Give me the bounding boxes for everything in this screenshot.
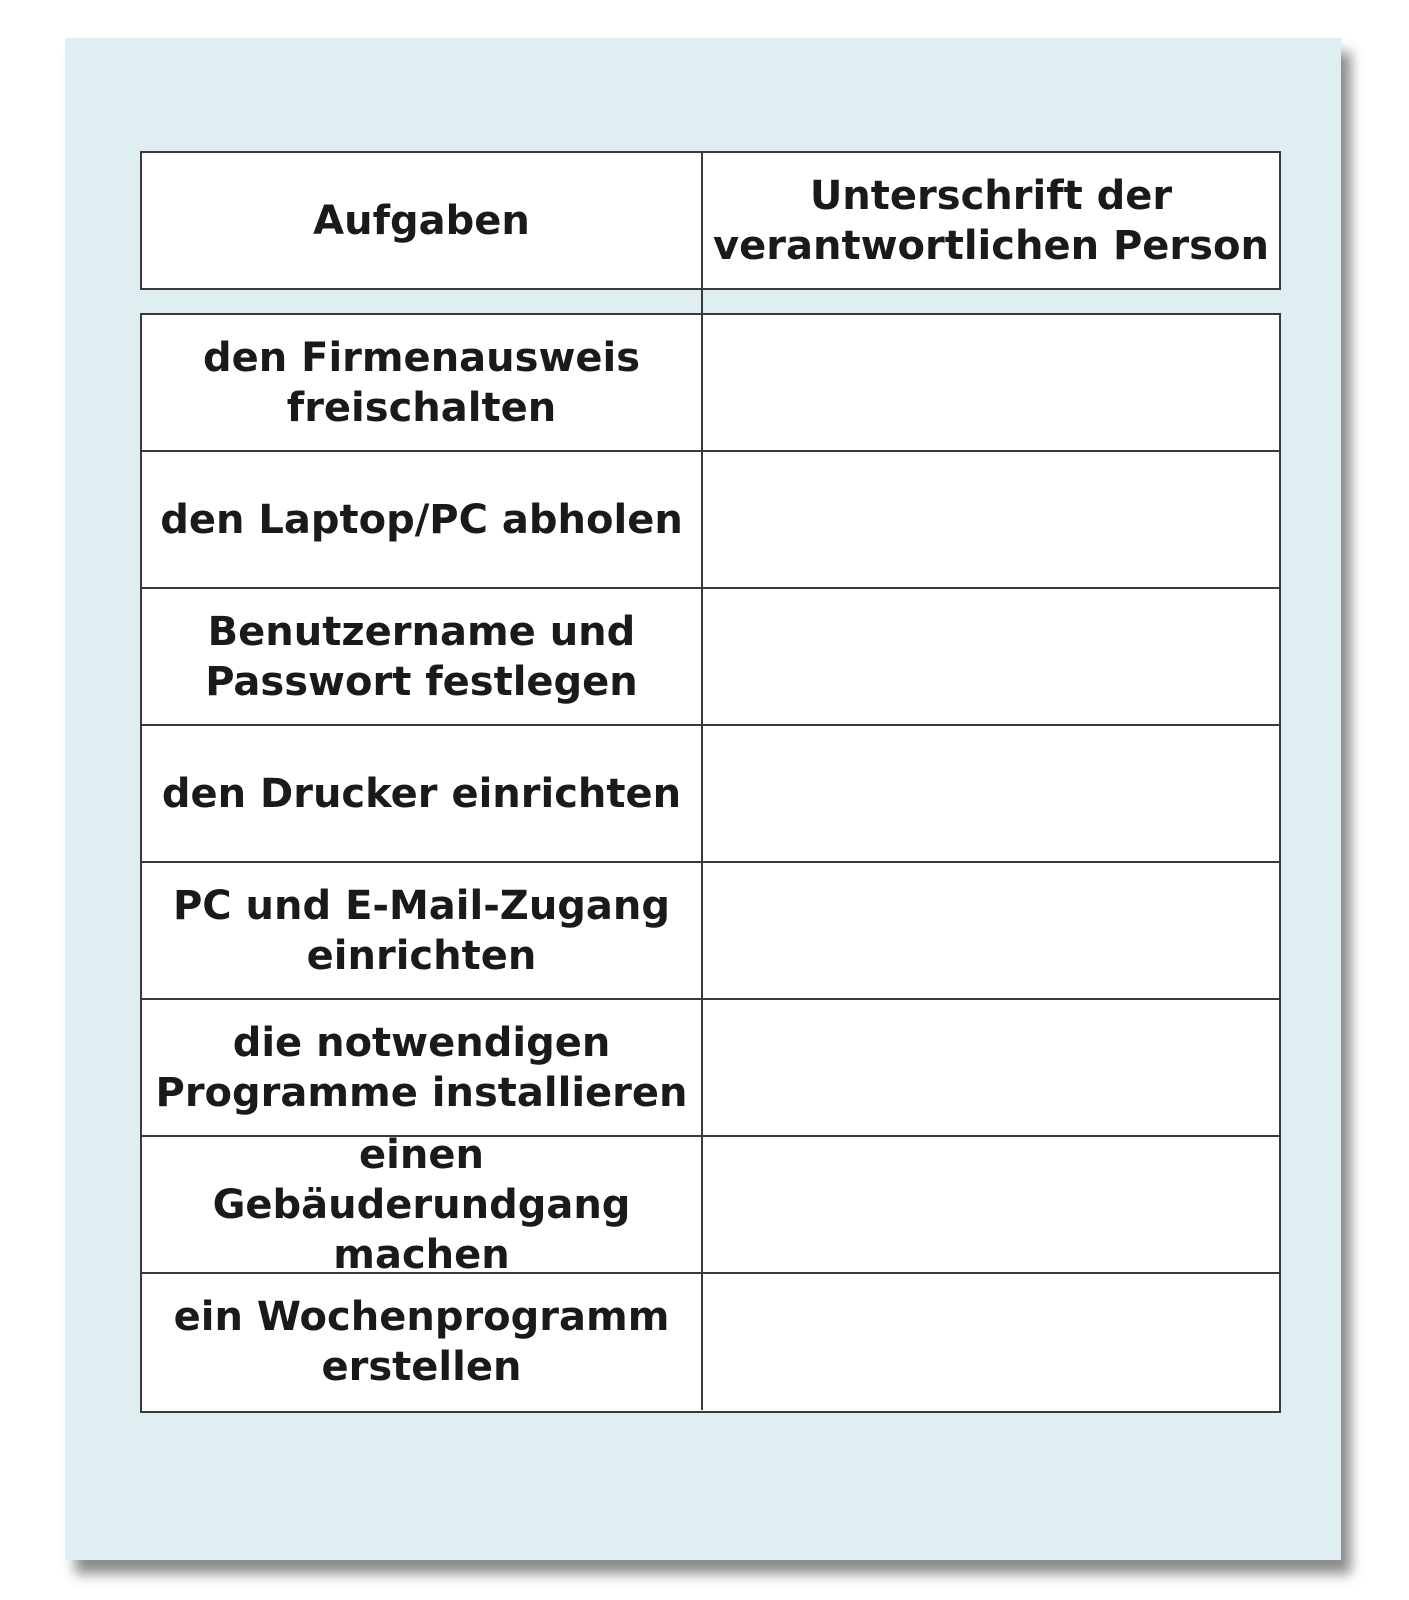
header-signature-line1: Unterschrift der bbox=[809, 172, 1173, 219]
table-row bbox=[142, 452, 1279, 589]
header-tasks-label: Aufgaben bbox=[313, 197, 530, 244]
header-row bbox=[142, 153, 1279, 288]
header-signature-line2: verantwortlichen Person bbox=[713, 222, 1269, 269]
table-row bbox=[142, 1131, 1279, 1278]
task-cell bbox=[142, 1131, 703, 1278]
task-text-line2: erstellen bbox=[321, 1344, 522, 1390]
task-text-line1: PC und E-Mail-Zugang bbox=[172, 882, 671, 929]
task-cell bbox=[142, 1000, 703, 1135]
task-text-line2: freischalten bbox=[286, 384, 557, 431]
table-row bbox=[142, 315, 1279, 452]
table-header bbox=[140, 151, 1281, 290]
worksheet-card bbox=[65, 38, 1341, 1560]
task-text-line1: die notwendigen bbox=[232, 1019, 611, 1066]
task-cell bbox=[142, 452, 703, 587]
task-text-line1: Benutzername und bbox=[207, 608, 636, 655]
signature-cell[interactable] bbox=[703, 315, 1279, 450]
signature-cell[interactable] bbox=[703, 726, 1279, 861]
task-cell bbox=[142, 1274, 703, 1410]
signature-cell[interactable] bbox=[703, 1000, 1279, 1135]
task-cell bbox=[142, 726, 703, 861]
task-cell bbox=[142, 315, 703, 450]
task-text-line2: Passwort festlegen bbox=[205, 658, 638, 705]
signature-cell[interactable] bbox=[703, 589, 1279, 724]
table-row bbox=[142, 589, 1279, 726]
task-text-line1: einen Gebäuderundgang bbox=[212, 1131, 631, 1228]
task-text-line1: den Laptop/PC abholen bbox=[160, 496, 683, 543]
task-text-line1: den Firmenausweis bbox=[202, 334, 641, 381]
task-text-line2: einrichten bbox=[306, 932, 537, 979]
task-text-line1: den Drucker einrichten bbox=[161, 770, 682, 817]
table-body bbox=[140, 313, 1281, 1413]
table-row bbox=[142, 1000, 1279, 1137]
task-cell bbox=[142, 589, 703, 724]
table-row bbox=[142, 726, 1279, 863]
task-text-line2: machen bbox=[333, 1231, 510, 1278]
task-text-line1: ein Wochenprogramm bbox=[173, 1294, 670, 1340]
header-signature bbox=[703, 153, 1279, 288]
column-divider bbox=[701, 290, 703, 313]
signature-cell[interactable] bbox=[703, 863, 1279, 998]
signature-cell[interactable] bbox=[703, 1274, 1279, 1410]
signature-cell[interactable] bbox=[703, 1137, 1279, 1272]
table-row bbox=[142, 863, 1279, 1000]
task-cell bbox=[142, 863, 703, 998]
table-row bbox=[142, 1274, 1279, 1410]
header-tasks bbox=[142, 153, 703, 288]
task-text-line2: Programme installieren bbox=[155, 1069, 688, 1116]
signature-cell[interactable] bbox=[703, 452, 1279, 587]
